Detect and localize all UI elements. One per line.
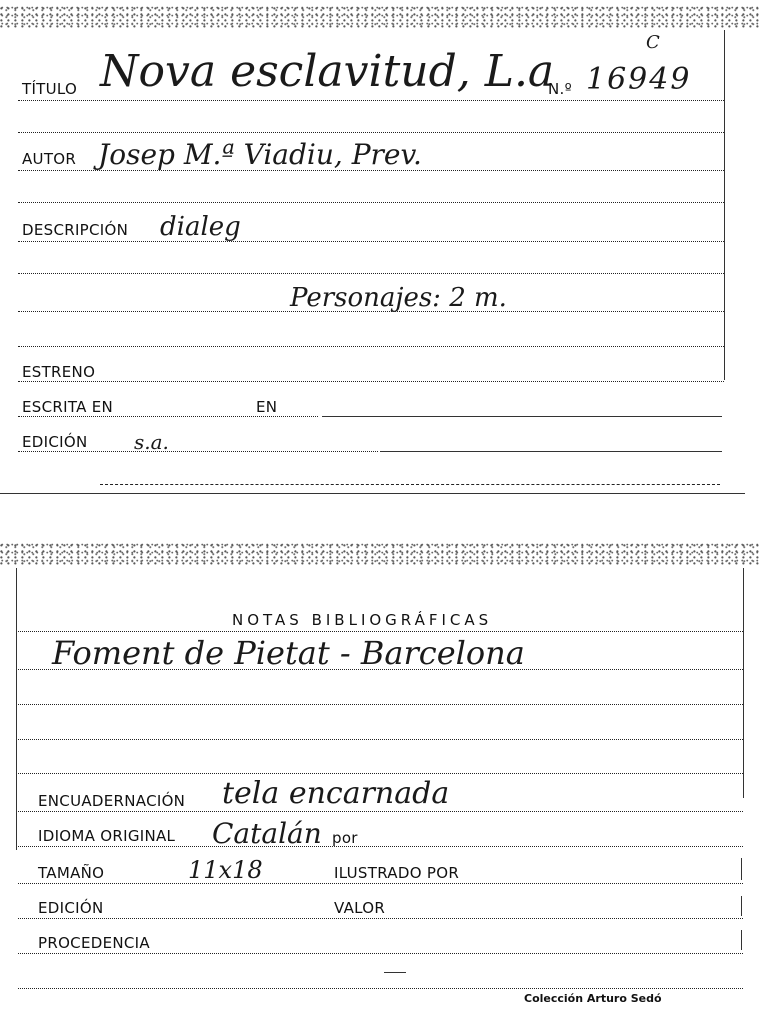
notas-line <box>18 669 743 670</box>
encuadernacion-line <box>18 811 743 812</box>
encuadernacion-value: tela encarnada <box>222 776 450 811</box>
heading-line <box>18 631 743 632</box>
scan-edge-noise <box>0 6 759 28</box>
ruled-line <box>18 739 743 740</box>
notas-value: Foment de Pietat - Barcelona <box>52 634 525 672</box>
ruled-line <box>18 704 743 705</box>
card-right-border <box>743 568 744 798</box>
titulo-value: Nova esclavitud, L.a <box>100 46 555 97</box>
notas-heading: NOTAS BIBLIOGRÁFICAS <box>232 611 493 629</box>
card-right-border <box>724 30 725 380</box>
ruled-line <box>18 988 743 989</box>
autor-value: Josep M.ª Viadiu, Prev. <box>98 138 422 171</box>
descripcion-label: DESCRIPCIÓN <box>22 221 129 239</box>
ruled-line <box>18 346 724 347</box>
escrita-en-label: ESCRITA EN <box>22 398 114 416</box>
idioma-por-label: por <box>332 829 358 847</box>
titulo-line <box>18 100 724 101</box>
edicion-bottom-line <box>18 918 743 919</box>
idioma-line <box>18 846 743 847</box>
ruled-line <box>18 132 724 133</box>
edicion-line-right <box>380 451 722 452</box>
numero-label: N.º <box>548 80 572 98</box>
descripcion-line <box>18 241 724 242</box>
valor-label: VALOR <box>334 899 386 917</box>
idioma-original-value: Catalán <box>212 817 322 850</box>
descripcion-value: dialeg <box>160 212 241 242</box>
scan-edge-noise <box>0 543 759 565</box>
edicion-line <box>18 451 378 452</box>
numero-mark: C <box>646 32 660 53</box>
autor-label: AUTOR <box>22 150 77 168</box>
collection-footer: Colección Arturo Sedó <box>524 992 662 1005</box>
escrita-en-line-right <box>322 416 722 417</box>
edicion-value: s.a. <box>134 430 169 454</box>
edicion-label: EDICIÓN <box>22 433 88 451</box>
encuadernacion-label: ENCUADERNACIÓN <box>38 792 186 810</box>
estreno-line <box>18 381 724 382</box>
ilustrado-por-label: ILUSTRADO POR <box>334 864 460 882</box>
border-tick <box>741 930 742 950</box>
titulo-label: TÍTULO <box>22 80 78 98</box>
ruled-line <box>18 202 724 203</box>
tamano-value: 11x18 <box>188 856 263 884</box>
edicion-bottom-label: EDICIÓN <box>38 899 104 917</box>
escrita-en-en-label: EN <box>256 398 278 416</box>
procedencia-line <box>18 953 743 954</box>
border-tick <box>741 896 742 916</box>
tamano-label: TAMAÑO <box>38 864 105 882</box>
bottom-faint-line <box>100 484 720 485</box>
procedencia-label: PROCEDENCIA <box>38 934 150 952</box>
autor-line <box>18 170 724 171</box>
border-tick <box>741 858 742 880</box>
tamano-line <box>18 883 743 884</box>
card-separator <box>0 493 745 494</box>
stray-mark <box>384 972 406 973</box>
estreno-label: ESTRENO <box>22 363 96 381</box>
ruled-line <box>18 311 724 312</box>
idioma-original-label: IDIOMA ORIGINAL <box>38 827 176 845</box>
ruled-line <box>18 273 724 274</box>
escrita-en-line <box>18 416 318 417</box>
numero-value: 16949 <box>586 62 692 97</box>
personajes-value: Personajes: 2 m. <box>290 283 507 313</box>
ruled-line <box>18 773 743 774</box>
card-left-border <box>16 568 17 850</box>
